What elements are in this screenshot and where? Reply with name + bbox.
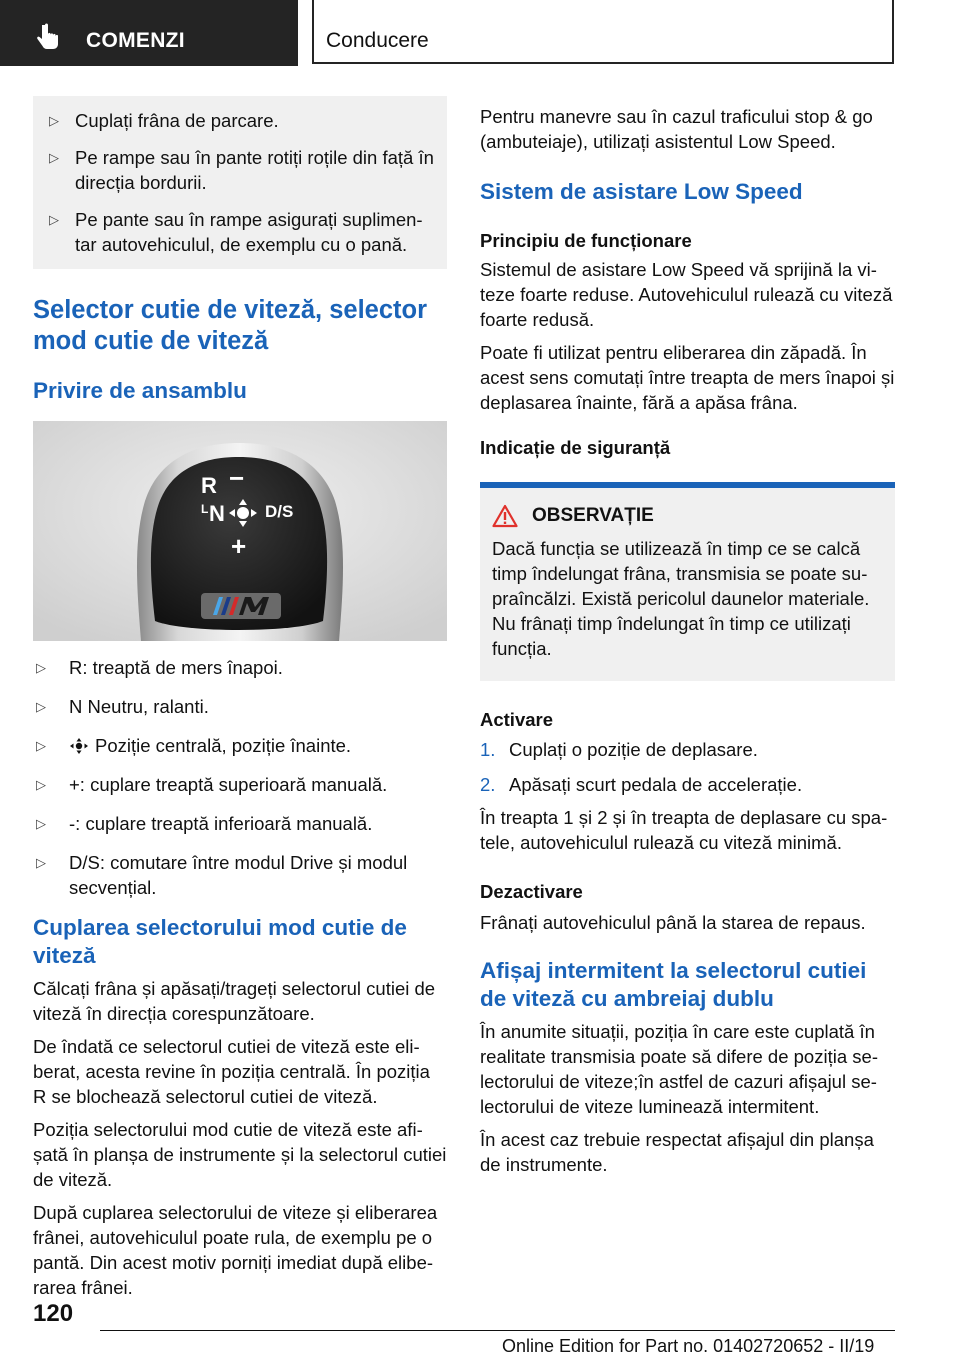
list-item: ▷ Poziție centrală, poziție înainte.: [36, 735, 352, 756]
paragraph: În treapta 1 și 2 și în treapta de deplasare cu spatele, autovehiculul rulează cu viteză minimă.: [480, 807, 888, 853]
triangle-bullet-icon: ▷: [36, 660, 46, 675]
paragraph: În anumite situații, poziția în care este cuplată în realitate transmisia poate să difere de poziția selectorului de viteze;în astfel de cazuri afișajul selectorului de viteze luminează intermitent.: [480, 1021, 878, 1117]
triangle-bullet-icon: ▷: [36, 699, 46, 714]
section-title: COMENZI: [86, 29, 185, 52]
triangle-bullet-icon: ▷: [49, 113, 59, 128]
subheading-overview: Privire de ansamblu: [33, 378, 247, 403]
paragraph: Poate fi utilizat pentru eliberarea din zăpadă. În acest sens comutați între treapta de mers înapoi și deplasarea înainte, fără a apăsa frâna.: [480, 342, 895, 413]
paragraph: Poziția selectorului mod cutie de viteză este afișată în planșa de instrumente și la selectorul cutiei de viteză.: [33, 1119, 447, 1190]
warning-title: OBSERVAȚIE: [532, 505, 654, 526]
triangle-bullet-icon: ▷: [49, 150, 59, 165]
knob-label-plus: +: [231, 531, 247, 561]
list-item: ▷ -: cuplare treaptă inferioară manuală.: [36, 813, 373, 834]
warning-header: [492, 504, 873, 528]
triangle-bullet-icon: ▷: [36, 777, 46, 792]
page-header: [0, 0, 960, 66]
footer-divider: [100, 1330, 895, 1331]
subheading-flash: Afișaj intermitent la selectorul cutiei de viteză cu ambreiaj dublu: [480, 958, 867, 1011]
triangle-bullet-icon: ▷: [36, 738, 46, 753]
list-item: 2. Apăsați scurt pedala de accelerație.: [480, 774, 803, 795]
triangle-bullet-icon: ▷: [49, 212, 59, 227]
left-column: [33, 96, 447, 1300]
warning-box: [480, 482, 895, 681]
chapter-title: Conducere: [326, 29, 429, 52]
subheading-engage: Cuplarea selectorului mod cutie de viteză: [33, 915, 407, 968]
warning-triangle-icon: [492, 504, 518, 528]
warning-text: Dacă funcția se utilizează în timp ce se calcă timp îndelungat frâna, transmisia se poate supraîncălzi. Există pericolul daunelor materiale. Nu frânați timp îndelungat în timp ce utilizați funcția.: [492, 538, 870, 659]
edition-text: Online Edition for Part no. 01402720652 - II/19: [502, 1336, 875, 1356]
list-item: ▷ Pe rampe sau în pante rotiți roțile din față în direcția bordurii.: [49, 147, 434, 193]
paragraph: După cuplarea selectorului de viteze și eliberarea frânei, autovehiculul poate rula, de exemplu pe o pantă. Din acest motiv porniți imediat după eliberarea frânei.: [33, 1202, 438, 1298]
knob-label-minus: −: [229, 463, 245, 493]
principle-heading: Principiu de funcționare: [480, 230, 692, 251]
paragraph: În acest caz trebuie respectat afișajul din planșa de instrumente.: [480, 1129, 874, 1175]
knob-label-l: L: [201, 502, 209, 516]
intro-paragraph: Pentru manevre sau în cazul traficului stop & go (ambuteiaje), utilizați asistentul Low Speed.: [480, 106, 873, 152]
m-logo-badge: [201, 593, 281, 619]
list-item: ▷ Pe pante sau în rampe asigurați suplimentar autovehiculul, de exemplu cu o pană.: [49, 209, 423, 255]
step-number: 2.: [480, 774, 496, 795]
list-item: ▷ N Neutru, ralanti.: [36, 696, 209, 717]
activate-heading: Activare: [480, 709, 554, 730]
chapter-tab: [312, 0, 894, 64]
paragraph: Călcați frâna și apăsați/trageți selectorul cutiei de viteză în direcția corespunzătoare.: [33, 978, 436, 1024]
gear-knob-illustration: [33, 421, 447, 641]
triangle-bullet-icon: ▷: [36, 855, 46, 870]
gear-positions-list: [33, 655, 447, 900]
step-number: 1.: [480, 739, 496, 760]
paragraph: Frânați autovehiculul până la starea de repaus.: [480, 912, 866, 933]
list-item: ▷ +: cuplare treaptă superioară manuală.: [36, 774, 388, 795]
list-item: ▷ R: treaptă de mers înapoi.: [36, 657, 283, 678]
parking-tips-list: [39, 108, 437, 257]
center-position-icon: [69, 737, 89, 755]
subheading-low-speed: Sistem de asistare Low Speed: [480, 179, 803, 204]
paragraph: De îndată ce selectorul cutiei de viteză este eliberat, acesta revine în poziția centrală. În poziția R se blochează selectorul cutiei de viteză.: [33, 1036, 430, 1107]
parking-tips-box: [33, 96, 447, 269]
page-number: 120: [33, 1300, 74, 1327]
knob-label-n: N: [209, 501, 225, 526]
triangle-bullet-icon: ▷: [36, 816, 46, 831]
list-item: 1. Cuplați o poziție de deplasare.: [480, 739, 758, 760]
paragraph: Sistemul de asistare Low Speed vă sprijină la viteze foarte reduse. Autovehiculul rulează cu viteză foarte redusă.: [480, 259, 893, 330]
right-column: [480, 104, 895, 1177]
warning-body: [480, 488, 895, 681]
hand-pointer-icon: [34, 22, 64, 52]
knob-label-ds: D/S: [265, 502, 294, 521]
list-item: ▷ D/S: comutare între modul Drive și modul secvențial.: [36, 852, 408, 898]
section-tab: [0, 0, 298, 66]
gear-selector-image: [33, 421, 447, 641]
list-item: ▷ Cuplați frâna de parcare.: [49, 110, 279, 131]
knob-label-r: R: [201, 473, 217, 498]
deactivate-heading: Dezactivare: [480, 881, 583, 902]
activate-steps: [480, 737, 895, 797]
section-heading: Selector cutie de viteză, selector mod cutie de viteză: [33, 296, 428, 355]
safety-heading: Indicație de siguranță: [480, 437, 671, 458]
